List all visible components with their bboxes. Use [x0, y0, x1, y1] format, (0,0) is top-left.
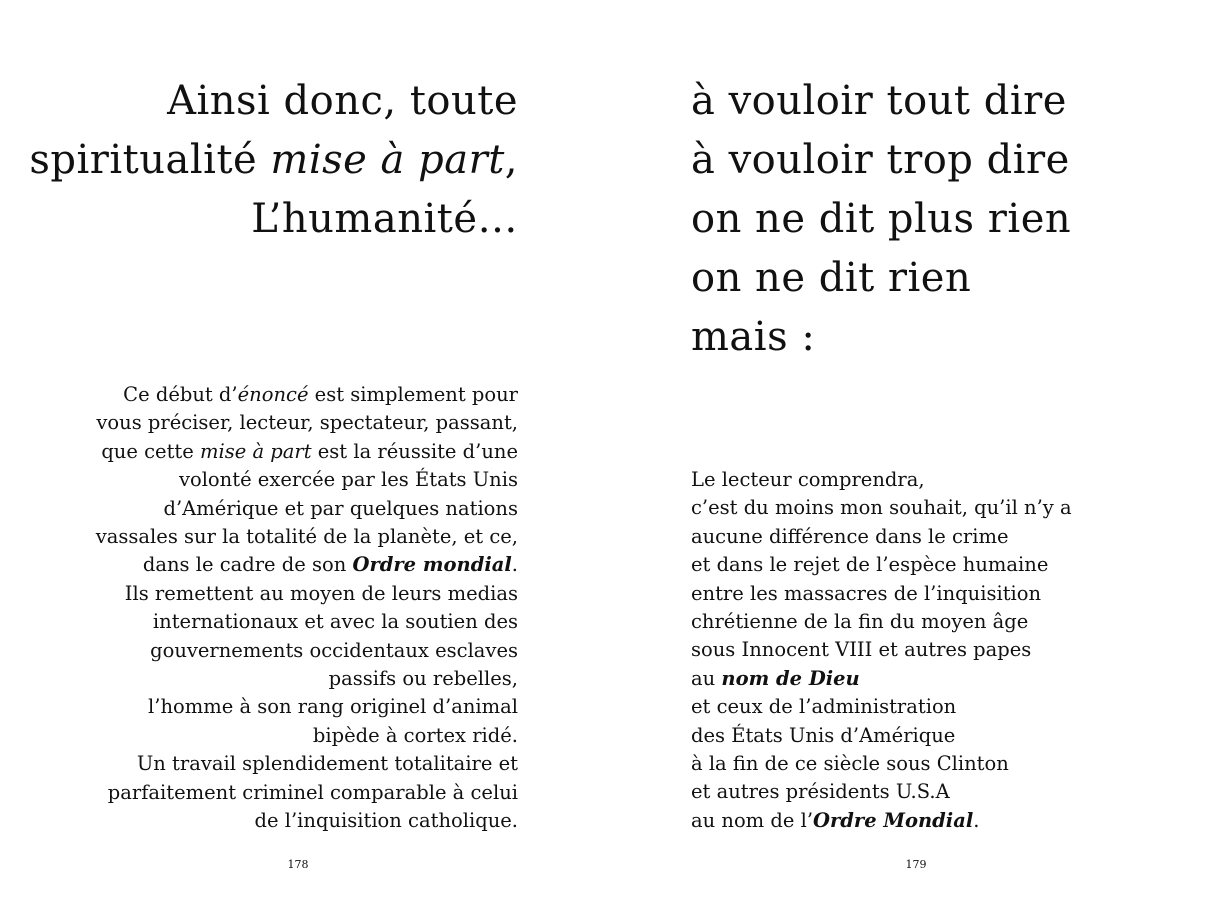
left-body-line-12: l’homme à son rang originel d’animal — [148, 695, 518, 719]
right-body-line-8 — [691, 665, 1072, 693]
left-body-line-13: bipède à cortex ridé. — [312, 723, 518, 747]
right-heading-line-3: on ne dit plus rien — [691, 196, 1072, 242]
left-body-line-10: gouvernements occidentaux esclaves — [150, 638, 518, 662]
right-body-line-1: Le lecteur comprendra, — [691, 468, 925, 491]
left-heading-line-2-text: spiritualité — [29, 137, 271, 183]
right-body-line-7: sous Innocent VIII et autres papes — [691, 638, 1032, 662]
left-body-line-11: passifs ou rebelles, — [328, 667, 518, 691]
right-heading-line-2: à vouloir trop dire — [691, 137, 1070, 183]
right-body-line-8-text: au — [691, 666, 722, 690]
left-heading-line-2 — [29, 131, 518, 190]
right-body-line-5: entre les massacres de l’inquisition — [691, 581, 1042, 605]
left-body-line-3-italic: mise à part — [199, 439, 312, 463]
right-body-text — [691, 466, 1072, 835]
right-heading-line-4: on ne dit rien — [691, 255, 972, 301]
left-body-line-16: de l’inquisition catholique. — [254, 809, 518, 833]
right-body-line-8-bold-italic: nom de Dieu — [721, 666, 860, 690]
left-heading-line-1: Ainsi donc, toute — [167, 78, 518, 124]
left-body-line-7-bold-italic: Ordre mondial — [352, 553, 512, 577]
left-heading-line-2-punct: , — [504, 137, 518, 183]
left-heading-line-2-italic: mise à part — [270, 137, 505, 183]
right-body-line-9: et ceux de l’administration — [691, 695, 957, 719]
left-body-line-14: Un travail splendidement totalitaire et — [136, 752, 518, 776]
right-body-line-2: c’est du moins mon souhait, qu’il n’y a — [691, 496, 1072, 520]
right-page-number: 179 — [905, 858, 927, 871]
left-body-line-3-text: que cette — [101, 439, 200, 463]
left-body-line-1-text: Ce début d’ — [123, 383, 238, 406]
left-body-line-8: Ils remettent au moyen de leurs medias — [124, 581, 518, 605]
left-body-line-9: internationaux et avec la soutien des — [152, 610, 518, 634]
left-body-line-3 — [96, 438, 518, 466]
left-body-line-6: vassales sur la totalité de la planète, et ce, — [95, 525, 518, 549]
left-body-line-1-rest: est simplement pour — [308, 383, 518, 406]
left-body-line-7-text: dans le cadre de son — [142, 553, 353, 577]
right-body-line-6: chrétienne de la fin du moyen âge — [691, 610, 1029, 634]
left-body-line-1-italic: énoncé — [237, 383, 309, 406]
right-heading — [691, 72, 1071, 367]
left-heading-line-3: L’humanité… — [251, 196, 518, 242]
right-body-line-13-text: au nom de l’ — [691, 808, 814, 832]
right-body-line-12: et autres présidents U.S.A — [691, 780, 950, 804]
left-body-line-3-rest: est la réussite d’une — [311, 439, 518, 463]
right-body-line-3: aucune différence dans le crime — [691, 524, 1009, 548]
left-body-line-7-punct: . — [511, 553, 518, 577]
right-heading-line-5: mais : — [691, 314, 816, 360]
left-body-line-4: volonté exercée par les États Unis — [178, 468, 518, 492]
left-body-line-7 — [96, 551, 518, 579]
right-body-line-13-bold-italic: Ordre Mondial — [813, 808, 974, 832]
right-page — [605, 0, 1210, 913]
right-body-line-4: et dans le rejet de l’espèce humaine — [691, 553, 1049, 577]
left-body-text — [96, 381, 518, 836]
left-body-line-15: parfaitement criminel comparable à celui — [107, 780, 518, 804]
left-body-line-2: vous préciser, lecteur, spectateur, passant, — [96, 411, 518, 435]
left-page-number: 178 — [287, 858, 309, 871]
right-body-line-13 — [691, 807, 1072, 835]
left-body-line-5: d’Amérique et par quelques nations — [163, 496, 518, 520]
right-heading-line-1: à vouloir tout dire — [691, 78, 1067, 124]
right-body-line-10: des États Unis d’Amérique — [691, 723, 956, 747]
right-body-line-13-punct: . — [973, 808, 980, 832]
left-body-line-1 — [96, 381, 518, 409]
right-body-line-11: à la fin de ce siècle sous Clinton — [691, 752, 1009, 776]
left-heading — [29, 72, 518, 249]
